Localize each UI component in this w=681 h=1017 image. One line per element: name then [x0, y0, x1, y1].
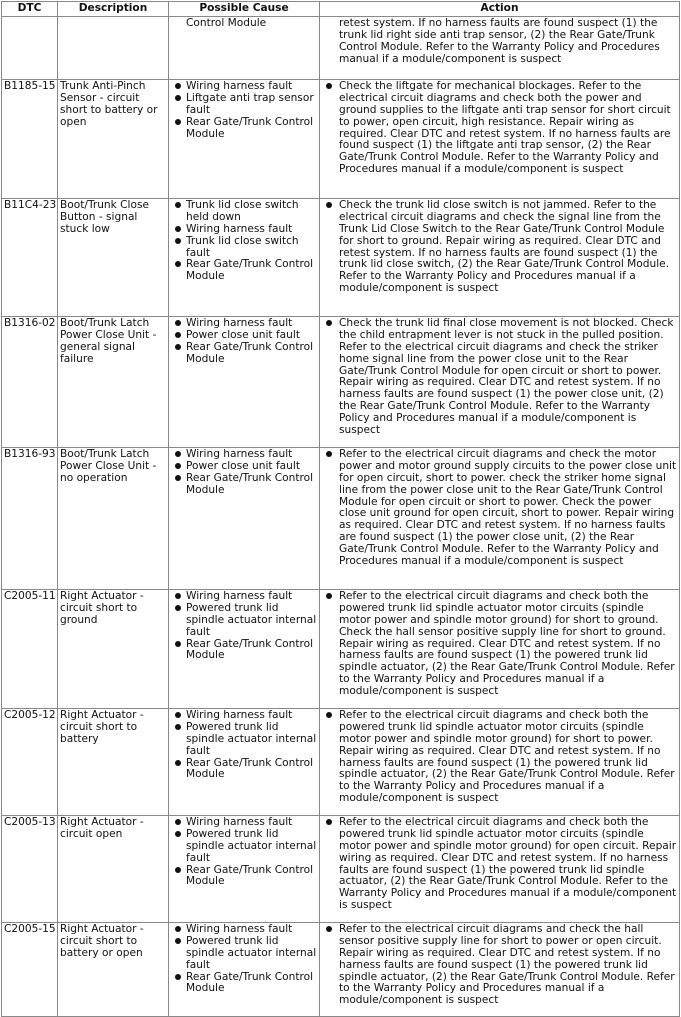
cause-item: Powered trunk lid spindle actuator internal fault: [171, 936, 317, 972]
action-item: Check the trunk lid final close movement is not blocked. Check the child entrapment lever is not stuck in the pulled position. Refer to the electrical circuit diagrams and check the striker home signal line from the power close unit to the Rear Gate/Trunk Control Module for open circuit or short to power. Repair wiring as required. Clear DTC and retest system. If no harness faults are found suspect (1) the power close unit, (2) the Rear Gate/Trunk Control Module. Refer to the Warranty Policy and Procedures manual if a module/component is suspect: [322, 318, 677, 437]
cause-item: Liftgate anti trap sensor fault: [171, 93, 317, 117]
cause-item: Rear Gate/Trunk Control Module: [171, 758, 317, 782]
action-cell: [320, 708, 680, 815]
dtc-code-cell: C2005-12: [2, 708, 58, 815]
table-row: [2, 708, 680, 815]
header-description: Description: [58, 2, 169, 17]
action-item: Check the liftgate for mechanical blockages. Refer to the electrical circuit diagrams and check both the power and ground supplies to the liftgate anti trap sensor for short circuit to power, open circuit, high resistance. Repair wiring as required. Clear DTC and retest system. If no harness faults are found suspect (1) the liftgate anti trap sensor, (2) the Rear Gate/Trunk Control Module. Refer to the Warranty Policy and Procedures manual if a module/component is suspect: [322, 81, 677, 176]
table-row: [2, 447, 680, 589]
dtc-code-cell: C2005-13: [2, 815, 58, 922]
action-cell: [320, 922, 680, 1016]
dtc-code-cell: B1185-15: [2, 79, 58, 198]
action-list: [322, 318, 677, 437]
cause-item: Rear Gate/Trunk Control Module: [171, 473, 317, 497]
cause-item: Trunk lid close switch fault: [171, 236, 317, 260]
table-row: [2, 79, 680, 198]
cause-list: [171, 318, 317, 366]
cause-list: [171, 817, 317, 888]
action-cell: [320, 589, 680, 708]
table-row: [2, 815, 680, 922]
cause-list: [171, 200, 317, 283]
cause-list: [171, 18, 317, 30]
cause-item: Rear Gate/Trunk Control Module: [171, 117, 317, 141]
cause-cell: [169, 708, 320, 815]
action-cell: [320, 316, 680, 447]
cause-item: Wiring harness fault: [171, 224, 317, 236]
cause-cell: [169, 198, 320, 316]
cause-cell: [169, 815, 320, 922]
table-row: [2, 198, 680, 316]
cause-item: Wiring harness fault: [171, 591, 317, 603]
action-list: [322, 18, 677, 66]
cause-item: Wiring harness fault: [171, 318, 317, 330]
header-dtc: DTC: [2, 2, 58, 17]
cause-list: [171, 449, 317, 497]
cause-item: Control Module: [186, 16, 267, 29]
cause-list: [171, 710, 317, 781]
cause-cell: [169, 447, 320, 589]
action-list: [322, 924, 677, 1007]
cause-item: Wiring harness fault: [171, 924, 317, 936]
cause-cell: [169, 589, 320, 708]
table-row: [2, 316, 680, 447]
header-row: [2, 2, 680, 17]
action-item: Refer to the electrical circuit diagrams and check both the powered trunk lid spindle actuator motor circuits (spindle motor power and spindle motor ground) for short to power. Repair wiring as required. Clear DTC and retest system. If no harness faults are found suspect (1) the powered trunk lid spindle actuator, (2) the Rear Gate/Trunk Control Module. Refer to the Warranty Policy and Procedures manual if a module/component is suspect: [322, 710, 677, 805]
cause-item: Wiring harness fault: [171, 81, 317, 93]
cause-item: Powered trunk lid spindle actuator internal fault: [171, 603, 317, 639]
action-cell: [320, 198, 680, 316]
continuation-row: [2, 16, 680, 79]
description-cell: Right Actuator - circuit short to ground: [58, 589, 169, 708]
action-cell: [320, 447, 680, 589]
action-list: [322, 81, 677, 176]
description-cell: Boot/Trunk Latch Power Close Unit - general signal failure: [58, 316, 169, 447]
cause-item: Wiring harness fault: [171, 710, 317, 722]
cause-item: Rear Gate/Trunk Control Module: [171, 259, 317, 283]
cause-item: Rear Gate/Trunk Control Module: [171, 639, 317, 663]
cause-cell: [169, 922, 320, 1016]
action-cell: [320, 79, 680, 198]
cause-list: [171, 81, 317, 141]
cause-item: Trunk lid close switch held down: [171, 200, 317, 224]
dtc-code-cell: B1316-93: [2, 447, 58, 589]
cause-item: Powered trunk lid spindle actuator internal fault: [171, 722, 317, 758]
cause-item: Rear Gate/Trunk Control Module: [171, 342, 317, 366]
cause-item: Wiring harness fault: [171, 449, 317, 461]
cause-item: Powered trunk lid spindle actuator internal fault: [171, 829, 317, 865]
description-cell: Right Actuator - circuit open: [58, 815, 169, 922]
dtc-table: [1, 1, 680, 1017]
table-row: [2, 589, 680, 708]
header-action: Action: [320, 2, 680, 17]
cause-list: [171, 591, 317, 662]
action-item: Refer to the electrical circuit diagrams and check both the powered trunk lid spindle actuator motor circuits (spindle motor power and spindle motor ground) for open circuit. Repair wiring as required. Clear DTC and retest system. If no harness faults are found suspect (1) the powered trunk lid spindle actuator, (2) the Rear Gate/Trunk Control Module. Refer to the Warranty Policy and Procedures manual if a module/component is suspect: [322, 817, 677, 912]
dtc-code-cell: C2005-15: [2, 922, 58, 1016]
cause-cell: [169, 79, 320, 198]
description-cell: Boot/Trunk Latch Power Close Unit - no operation: [58, 447, 169, 589]
action-cell: [320, 16, 680, 79]
dtc-code-cell: [2, 16, 58, 79]
header-possible-cause: Possible Cause: [169, 2, 320, 17]
action-list: [322, 710, 677, 805]
dtc-code-cell: C2005-11: [2, 589, 58, 708]
cause-item: Wiring harness fault: [171, 817, 317, 829]
cause-item: Rear Gate/Trunk Control Module: [171, 865, 317, 889]
action-item: Refer to the electrical circuit diagrams and check the motor power and motor ground supply circuits to the power close unit for open circuit, short to power. check the striker home signal line from the power close unit to the Rear Gate/Trunk Control Module for open circuit or short to power. Check the power close unit ground for open circuit, short to power. Repair wiring as required. Clear DTC and retest system. If no harness faults are found suspect (1) the power close unit, (2) the Rear Gate/Trunk Control Module. Refer to the Warranty Policy and Procedures manual if a module/component is suspect: [322, 449, 677, 568]
cause-cell: [169, 16, 320, 79]
action-list: [322, 817, 677, 912]
cause-item: Power close unit fault: [171, 330, 317, 342]
cause-cell: [169, 316, 320, 447]
cause-item: Rear Gate/Trunk Control Module: [171, 972, 317, 996]
action-item: Refer to the electrical circuit diagrams and check both the powered trunk lid spindle actuator motor circuits (spindle motor power and spindle motor ground) for short to ground. Check the hall sensor positive supply line for short to ground. Repair wiring as required. Clear DTC and retest system. If no harness faults are found suspect (1) the powered trunk lid spindle actuator, (2) the Rear Gate/Trunk Control Module. Refer to the Warranty Policy and Procedures manual if a module/component is suspect: [322, 591, 677, 698]
description-cell: Right Actuator - circuit short to battery: [58, 708, 169, 815]
description-cell: Trunk Anti-Pinch Sensor - circuit short to battery or open: [58, 79, 169, 198]
description-cell: Right Actuator - circuit short to battery or open: [58, 922, 169, 1016]
action-item: Refer to the electrical circuit diagrams and check the hall sensor positive supply line for short to power or open circuit. Repair wiring as required. Clear DTC and retest system. If no harness faults are found suspect (1) the powered trunk lid spindle actuator, (2) the Rear Gate/Trunk Control Module. Refer to the Warranty Policy and Procedures manual if a module/component is suspect: [322, 924, 677, 1007]
table-row: [2, 922, 680, 1016]
dtc-code-cell: B1316-02: [2, 316, 58, 447]
dtc-code-cell: B11C4-23: [2, 198, 58, 316]
description-cell: [58, 16, 169, 79]
cause-item: Power close unit fault: [171, 461, 317, 473]
action-list: [322, 449, 677, 568]
cause-list: [171, 924, 317, 995]
description-cell: Boot/Trunk Close Button - signal stuck low: [58, 198, 169, 316]
action-cell: [320, 815, 680, 922]
action-text: retest system. If no harness faults are found suspect (1) the trunk lid right side anti trap sensor, (2) the Rear Gate/Trunk Control Module. Refer to the Warranty Policy and Procedures manual if a module/component is suspect: [339, 16, 660, 65]
table-body: [2, 16, 680, 1016]
action-list: [322, 200, 677, 295]
action-list: [322, 591, 677, 698]
action-item: Check the trunk lid close switch is not jammed. Refer to the electrical circuit diagrams and check the signal line from the Trunk Lid Close Switch to the Rear Gate/Trunk Control Module for short to ground. Repair wiring as required. Clear DTC and retest system. If no harness faults are found suspect (1) the trunk lid close switch, (2) the Rear Gate/Trunk Control Module. Refer to the Warranty Policy and Procedures manual if a module/component is suspect: [322, 200, 677, 295]
